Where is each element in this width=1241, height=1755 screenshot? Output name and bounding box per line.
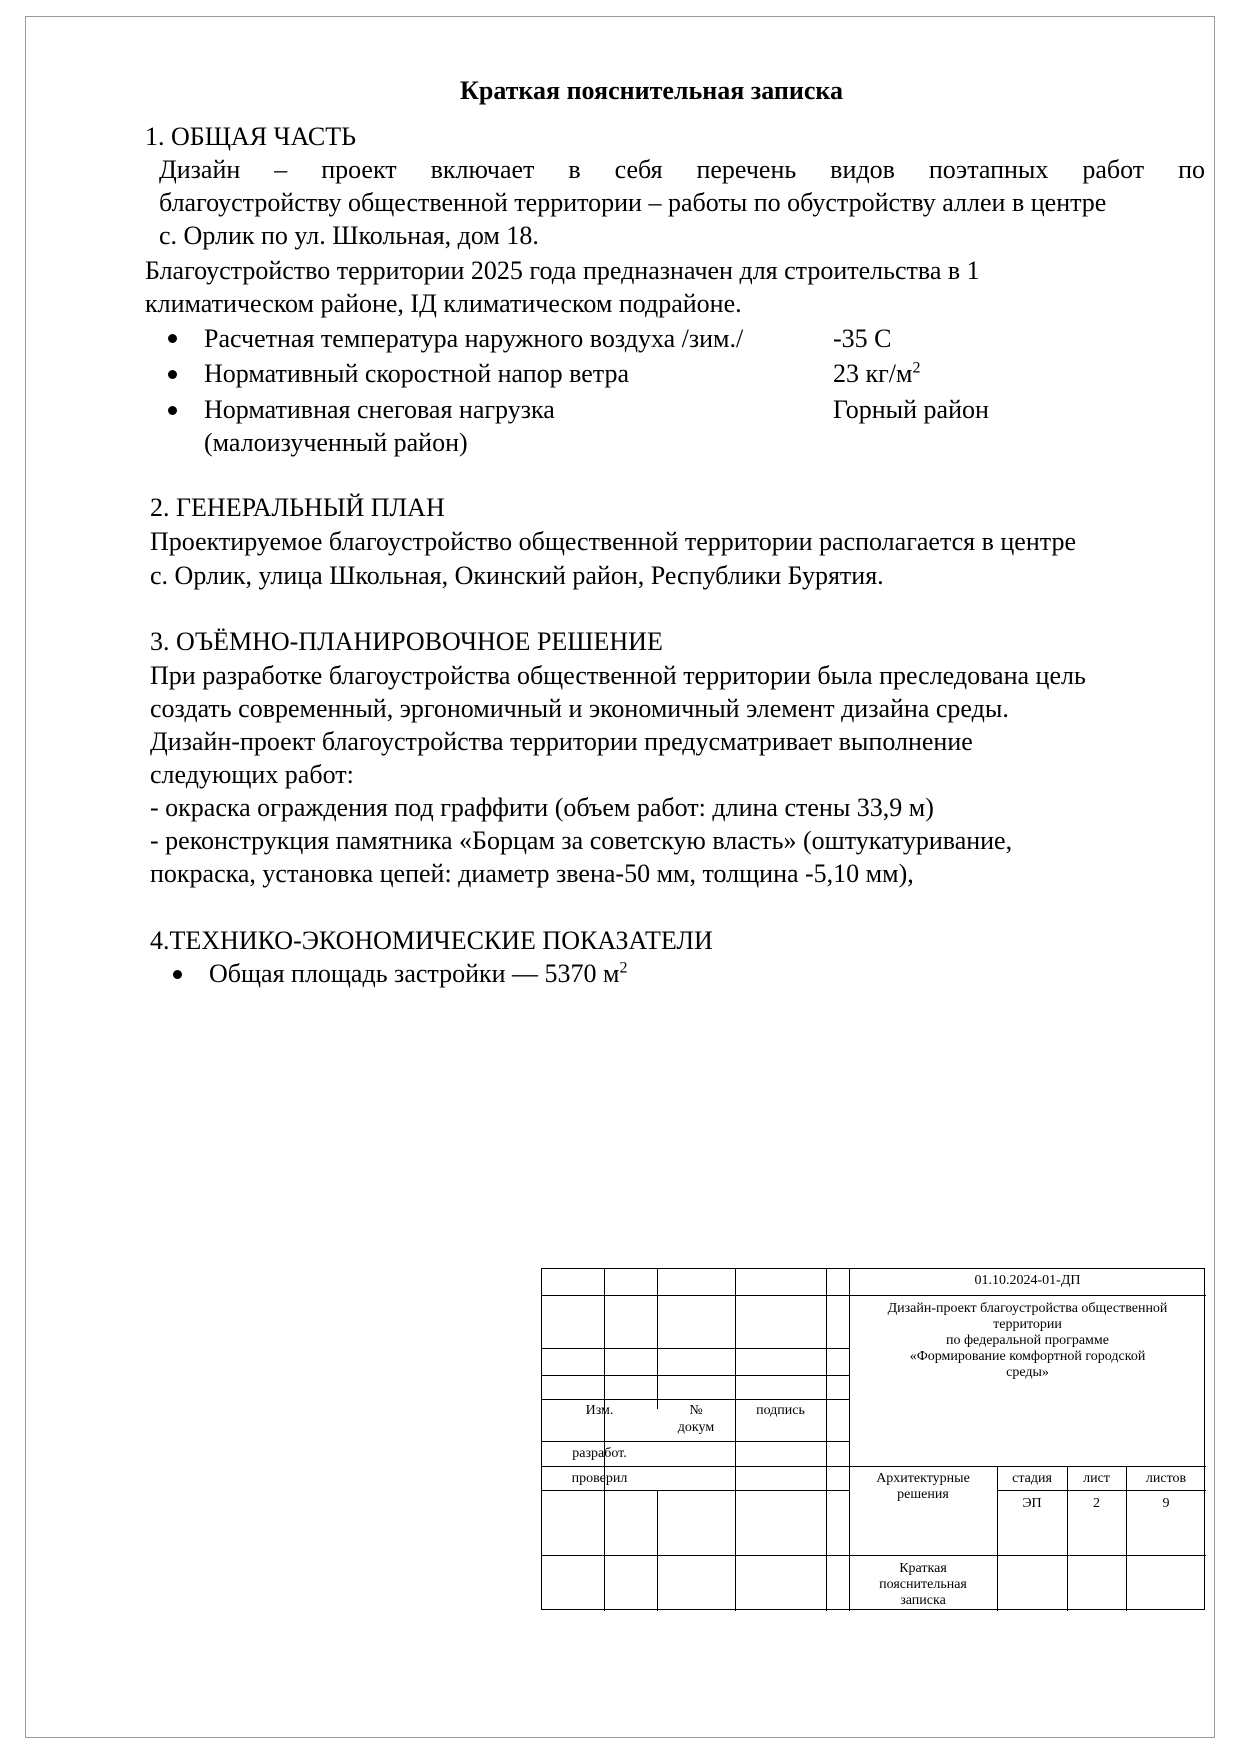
superscript: 2 [912,359,921,377]
title-block [541,1268,1205,1610]
section-1-climate-line-1: Благоустройство территории 2025 года предназначен для строительства в 1 [145,256,980,285]
bullet [168,370,177,379]
checked-by-label: проверил [571,1471,628,1486]
column-doc-number: № [689,1403,703,1418]
document-code: 01.10.2024-01-ДП [974,1273,1081,1288]
list-item-label: Расчетная температура наружного воздуха /зим./ [204,324,744,353]
section-1-paragraph-line-2: благоустройству общественной территории – работы по обустройству аллеи в центре [159,188,1107,217]
column-doc-number: докум [677,1420,715,1435]
list-item-value: 23 $кг/м^2$ [833,359,921,388]
section-4-heading: 4.ТЕХНИКО-ЭКОНОМИЧЕСКИЕ ПОКАЗАТЕЛИ [150,926,713,955]
section-1-heading: 1. ОБЩАЯ ЧАСТЬ [145,122,357,151]
sheets-value: 9 [1162,1496,1170,1511]
section-2-line-1: Проектируемое благоустройство общественной территории располагается в центре [150,527,1076,556]
sheet-title: пояснительная [879,1577,967,1592]
list-item-value: -35 С [833,324,892,353]
sheet-title: Краткая [899,1561,947,1576]
section-3-line: Дизайн-проект благоустройства территории предусматривает выполнение [150,727,973,756]
section-3-line: покраска, установка цепей: диаметр звена-50 мм, толщина -5,10 мм), [150,859,914,888]
sheets-header: листов [1145,1471,1187,1486]
section-3-line: - реконструкция памятника «Борцам за советскую власть» (оштукатуривание, [150,826,1013,855]
section-3-line: - окраска ограждения под граффити (объем работ: длина стены 33,9 м) [150,793,934,822]
column-signature: подпись [756,1403,805,1418]
column-izm: Изм. [585,1403,614,1418]
sheet-header: лист [1083,1471,1110,1486]
stage-header: стадия [1012,1471,1052,1486]
section-3-heading: 3. ОЪЁМНО-ПЛАНИРОВОЧНОЕ РЕШЕНИЕ [150,627,663,656]
sheet-title: записка [900,1593,946,1608]
project-name-line: «Формирование комфортной городской [909,1349,1146,1364]
section-3-line: создать современный, эргономичный и экономичный элемент дизайна среды. [150,694,1009,723]
developed-by-label: разработ. [572,1446,627,1461]
section-3-line: следующих работ: [150,760,354,789]
project-name-line: по федеральной программе [945,1333,1109,1348]
bullet [173,970,182,979]
section-4-item: Общая площадь застройки — 5370 $м^2$ [209,959,628,988]
list-item-value: Горный район [833,395,989,424]
project-name-line: Дизайн-проект благоустройства общественной [887,1301,1168,1316]
project-name-line: территории [993,1317,1062,1332]
section-architecture: Архитектурные [876,1471,970,1486]
section-1-paragraph-line-1: Дизайн – проект включает в себя перечень видов поэтапных работ по [159,155,1205,184]
section-1-climate-line-2: климатическом районе, IД климатическом подрайоне. [145,289,742,318]
list-item-label: Нормативная снеговая нагрузка [204,395,555,424]
section-1-paragraph-line-3: с. Орлик по ул. Школьная, дом 18. [159,221,539,250]
document-title: Краткая пояснительная записка [460,76,844,105]
superscript: 2 [619,959,628,977]
project-name-line: среды» [1006,1365,1049,1380]
sheet-value: 2 [1093,1496,1100,1511]
list-item-label: Нормативный скоростной напор ветра [204,359,630,388]
section-3-line: При разработке благоустройства общественной территории была преследована цель [150,661,1086,690]
stage-value: ЭП [1022,1496,1042,1511]
bullet [168,406,177,415]
section-architecture: решения [897,1487,949,1502]
bullet [168,334,177,343]
section-2-line-2: с. Орлик, улица Школьная, Окинский район, Республики Бурятия. [150,561,884,590]
list-item-label-continued: (малоизученный район) [204,428,468,457]
section-2-heading: 2. ГЕНЕРАЛЬНЫЙ ПЛАН [150,493,445,522]
